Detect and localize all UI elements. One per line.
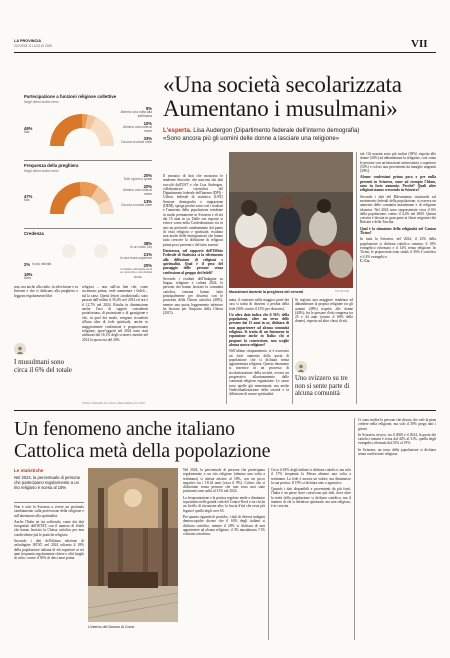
sidebar-text: Risulta in diminuzione anche l'uso di oggetti considerati portafortuna, di protezione o di guarigione e che, in quel dei modo, vengono ricondotti all'una idea di fede spirituale, anche se maggiormente confermate e proporzionato religione, quest'oggetti nel 2024 sono stati utilizzati dal 16,1% degli svizzeri, mentre nel 2014 la quota era del 26%. [82, 302, 148, 342]
label: In una forza superiore [119, 255, 152, 260]
paragraph: Circa il 63% degli italiani si dichiara cattolico, ma solo il 17% frequenta la Messa almeno una volta a settimana. La fede è ancora un valore, ma diminuisce la sua pratica. Il 19% si dichiara ateo o agnostico. [271, 468, 351, 485]
story-divider [14, 410, 436, 411]
duomo-caption: L'interno del Duomo di Como [88, 625, 135, 629]
second-column-d [358, 418, 436, 640]
signature: C. Ca. [360, 258, 370, 263]
second-summary: Nel 2024, la percentuale di persone che partecipano regolarmente a un rito religioso è scesa al 18% [14, 475, 81, 490]
value: 13% [143, 198, 152, 204]
second-kicker: Le statistiche [14, 468, 44, 473]
photo-credit: KEYSTONE [335, 290, 350, 293]
label: Atea [24, 276, 31, 280]
section-title: Frequenza della preghiera [24, 163, 79, 168]
second-headline [14, 418, 304, 462]
sidebar-text: religiosi – non sull'on line che, come accennato prima, vede aumentare i fedeli – sul la carta. Questi lettori «tradizionali» sono passati dall'ordine il 56,4% nel 2014 ed ora è il 12,7% nel 2024. [82, 285, 148, 307]
paragraph: In Svizzera, invece, tra il 2000 e il 2024, la quota dei cattolici romani è scesa dal 42% al 31%, quella degli evangelici riformati dal 33% al 19%. [358, 432, 436, 446]
pull-quote-community: Uno svizzero su tre non si sente parte di alcuna comunità [295, 375, 350, 398]
label: In più divinità [32, 262, 52, 266]
label: In un unico Dio [130, 245, 152, 249]
label: Almeno una volta alla settimana [120, 110, 152, 118]
value: 20% [143, 173, 152, 178]
infographic-source: MORE [134, 276, 142, 279]
value: 19% [24, 272, 33, 277]
article-column-1 [163, 174, 223, 404]
question: Alcune confessioni prima poco o per nulla presenti in Svizzera, come ad esempio l'Islam, sono in forte aumento. Perché? Quali altre religioni stanno crescendo in Svizzera? [360, 175, 436, 193]
value: 49% [24, 126, 33, 131]
photo-caption: Musulmani durante la preghiera del venerdì [229, 290, 304, 294]
headline-line: Cattolica metà della popolazione [14, 440, 271, 462]
main-headline [163, 73, 435, 121]
article-column-3 [360, 152, 436, 404]
religion-infographic [14, 54, 154, 282]
section-subtitle: Negli ultimi dodici mesi [24, 169, 59, 173]
headline-line: Aumentano i musulmani» [163, 96, 398, 121]
value: 47% [24, 194, 33, 199]
label: Almeno una volta al mese [123, 124, 152, 133]
section-subtitle: Negli ultimi dodici mesi [24, 100, 59, 104]
paragraph: Secondo i dati dell'ultima edizione di un'indagine ISTAT, nel 2024 soltanto il 18% della popolazione italiana di età superiore ai sei anni frequenta regolarmente chiese o altri luoghi di culto, contro il 30% di dieci anni prima. [14, 539, 84, 561]
paragraph: Si registra una maggiore tendenza ad abbandonare la propria religione tra gli uomini (48%) rispetto alle donne (44%); fra le persone d'età compresa tra 25 e 44 anni (contro il 60% delle donne), rispetto ad altre classi di età. [295, 298, 353, 324]
paragraph: età. Gli uomini sono più inclini (38%) rispetto alle donne (34%) ad abbandonare la religione, così come le persone con un'istruzione universitaria o superiore (52%) e coloro non provenienti da famiglie migranti (39%). [360, 152, 436, 174]
section-title: Credenza [24, 231, 44, 236]
value: 20% [143, 183, 152, 189]
temple-icon [94, 244, 108, 258]
mosque-photo [229, 152, 353, 288]
paragraph: Secondo i risultati dell'Indagine su lingua, religione e cultura 2024, le persone che hanno lasciato la comunità cattolica romana hanno fatto principalmente per dissensi con le posizioni della Chiesa cattolica (48%), mentre una quota leggermente inferiore ha lasciato per l'imposta della Chiesa (2015). [163, 276, 223, 316]
kicker-rest: Lisa Audergon (Dipartimento federale dell'interno demografia) [191, 127, 360, 134]
header-rule [14, 52, 436, 53]
label: Tutti i giorni o quasi [123, 177, 152, 181]
question: Dottoressa, nel rapporto dell'Ufficio Federale di Statistica si fa riferimento alla diffusione di religioni e spiritualità. Qual è il peso del passaggio delle persone senza confessione al gruppo dei fedeli? [163, 249, 223, 275]
person-icon [62, 244, 76, 258]
sidebar-continuation-col2 [82, 285, 148, 407]
second-column-c [271, 468, 351, 640]
paragraph: Quando i dati disponibili e provenienti da più fonti, l'Italia è un paese dove convivono più fedi, dove oltre la metà della popolazione si dichiara cattolica, ma il numero di chi si definisce spirituale, ma non religioso, è in crescita. [271, 487, 351, 509]
paragraph: Secondo i dati del Rilevamento strutturale sul movimento federali della popolazione, si osserva un aumento delle comunità musulmane e di religione islamica. Nel 2024 sono rappresentate circa il 6% della popolazione, contro il 4,4% nel 2000. Questa crescita è dovuta in gran parte ai flussi migratori dei Balcani e della Turchia. [360, 194, 436, 225]
page-date: GIOVEDÌ 11 LUGLIO 2025 [14, 44, 53, 48]
label: In dubbio sull'esistenza di un unico Dio o più divinità [120, 266, 152, 275]
kicker: L'esperta. [163, 127, 192, 134]
label: Da una a undici volte [121, 202, 152, 207]
value: 20% [143, 262, 152, 268]
value: 38% [143, 241, 152, 246]
paragraph: mata, il contrario nella maggior parte dei casi si tratta di dissensi o perdita della fede (36% contro il 13% per dissenso). [229, 298, 289, 311]
paragraph: In tutta la Svizzera, nel 2024, il 23% della popolazione si dichiara cattolico romano, il 18% evangelico riformato e il 14% senza religione. In Ticino, le proporzioni sono simili, il 56% è cattolico e il 4% evangelico. [360, 237, 436, 259]
paragraph: La frequentazione e la pratica regolare tende a diminuire soprattutto nelle grandi città del Centro-Nord e tra chi ha un livello di istruzione alto; la fascia d'età che resta più legata è quella degli over 65. [183, 495, 265, 513]
label: Mai [24, 130, 30, 134]
quote-icon [14, 343, 26, 355]
paragraph: Per quanto riguarda le pratiche, i dati di diverse indagini demoscopiche dicono che il 63% degli italiani si dichiara cattolico, mentre il 20% si dichiara di non appartenere ad alcuna religione, il 3% musulmano, l'1% cristiano ortodosso. [183, 514, 265, 537]
section-title: Partecipazione a funzioni religiose collettive [24, 94, 117, 99]
article-column-2 [229, 298, 289, 404]
label: Da una a undici volte [121, 139, 152, 144]
subhead: «Sono ancora più gli uomini delle donne a lasciare una religione» [163, 135, 340, 142]
headline-line: «Una società secolarizzata [163, 72, 402, 97]
paragraph: Nell'ultimo cinquantennio, si è osservato un forte aumento della quota di popolazione che si dichiara senza appartenenza religiosa. Questo fenomeno si inserisce in un processo di secolarizzazione della società, ovvero un progressivo allontanamento dalle comunità religiose organizzate. Le cause sono quelle già menzionate, ma anche l'individualizzazione della società e la diffusione di nuove spiritualità. [229, 349, 289, 397]
question: Un altro dato indica che il 56% della popolazione, oltre un terzo delle persone dai 15 anni in su, dichiara di non appartenere ad alcuna comunità religiosa. Si tratta di un fenomeno in espansione anche in Italia: chi si propone la conversione, non sceglie alcuna nuova religione? [229, 312, 289, 347]
question: Qual è la situazione della religiosità nel Canton Ticino? [360, 226, 436, 236]
attendance-half-donut [46, 108, 118, 148]
paragraph: Anche l'Italia ne sta soffrendo, come dai dati fotografati dell'ISTAT, con il numero di fedeli che hanno lasciato la Chiesa cattolica per non condividerne più le pratiche religiose. [14, 519, 84, 537]
label: Mai [24, 198, 30, 202]
prayer-half-donut [46, 176, 118, 216]
value: 21% [143, 251, 152, 257]
headline-line: Un fenomeno anche italiano [14, 418, 235, 440]
value: 33% [143, 135, 152, 141]
paragraph: Il mosaico di dati che mostrano le tendenze descritte, che nascono dai dati raccolti dall'UST e che Lisa Audergon, collaboratrice scientifica del Dipartimento federale dell'interno (DFI) - Ufficio federale di statistica (UST) Sezione demografia e migrazione (DEM), spiega perché sono così i risultati e l'aumento della popolazione residente in modo permanente in Svizzera e di età dai 15 anni in su. Dalle sue risposte si evince come nella Confederazione sia in atto un profondo cambiamento dal punto di vista religioso e spirituale, risultato non anche delle immigrazioni che hanno fatto crescere la diffusione di religioni prima poco presenti o del tutto assenti. [163, 174, 223, 247]
paragraph: In Svizzera, un terzo della popolazione si dichiara senza confessione religiosa. [358, 447, 436, 457]
source-note: FONTE: INDAGINE SU LINGUA, RELIGIONE E CULTURA [82, 402, 145, 405]
duomo-photo [88, 468, 178, 622]
value: 10% [143, 120, 152, 126]
value: 8% [145, 106, 152, 111]
sidebar-continuation: non, ma anche allo radio, in televisione e su Internet e che si dedicano alla preghiera o leggono regolarmente libri [14, 285, 78, 298]
label: Almeno una volta al mese [123, 187, 152, 196]
quote-icon [295, 361, 307, 373]
value: 2% [24, 262, 31, 267]
kicker-line [163, 127, 435, 134]
second-column-a [14, 505, 84, 645]
page-number: VII [411, 38, 428, 50]
article-column-2b [295, 298, 353, 358]
second-column-b [183, 468, 265, 640]
masthead: LA PROVINCIA [14, 39, 42, 43]
paragraph: Non è solo la Svizzera a vivere un profondo cambiamento sulla professione della religione e sull'attenzione alla spiritualità. [14, 505, 84, 518]
pull-quote-muslims: I musulmani sono circa il 6% del totale [14, 358, 72, 374]
paragraph: Nel 2024, la percentuale di persone che partecipano regolarmente a un rito religioso (almeno una volta a settimana) si attesta attorno al 18%, con un picco negativo tra i 18-24 anni (circa il 9%). Coloro che si dichiarano senza persone che non sono mai state praticanti sono saliti al 31% nel 2024. [183, 468, 265, 494]
paragraph: Ci sono inoltre le persone che dicono che vale la pena credere nella religione, ma solo il 30% prega tutti i giorni. [358, 418, 436, 431]
